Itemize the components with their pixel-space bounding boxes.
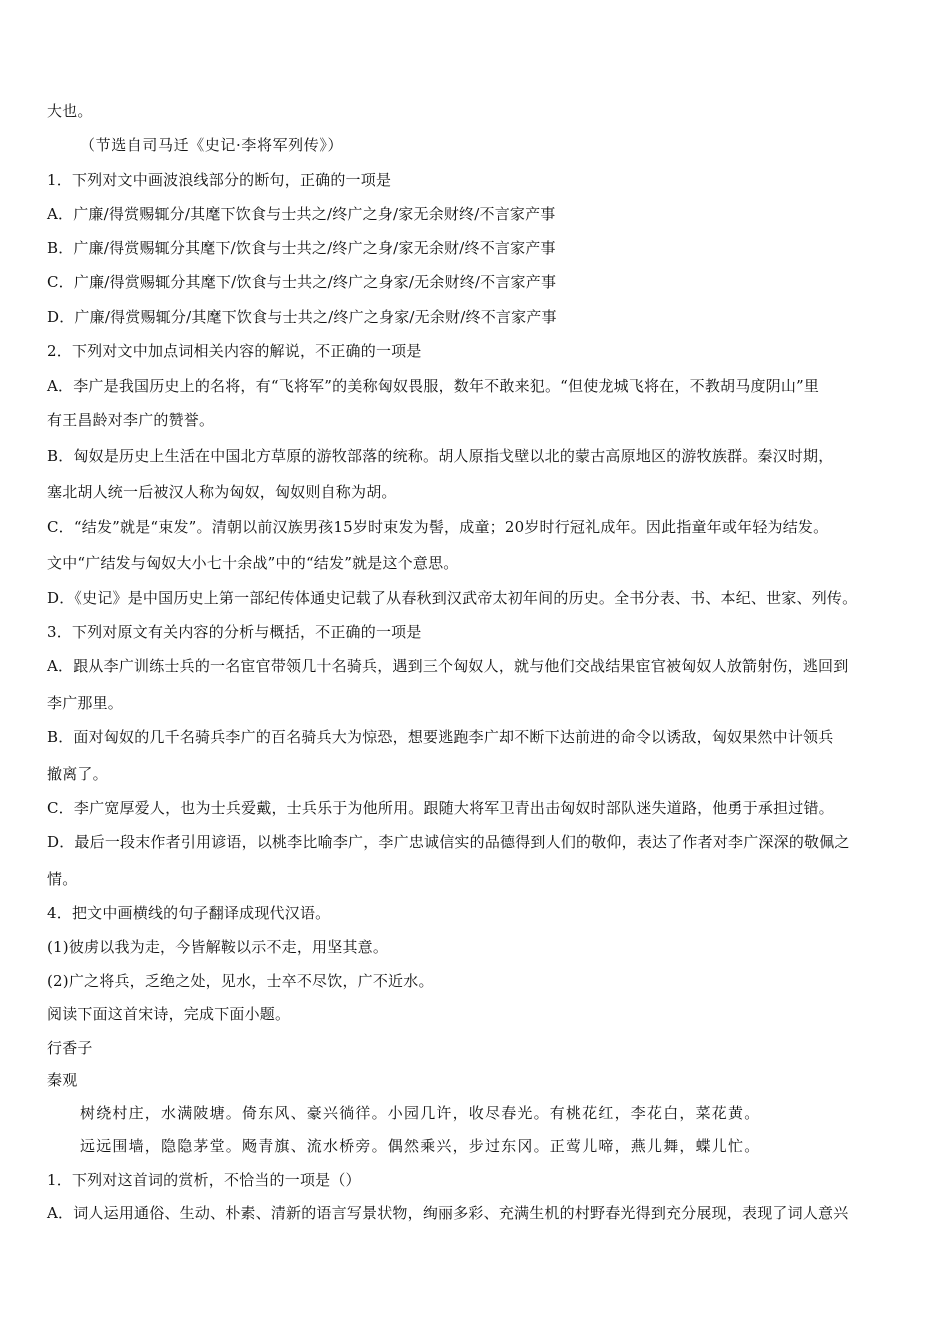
question-2-option-b-cont: 塞北胡人统一后被汉人称为匈奴，匈奴则自称为胡。 [47, 483, 397, 501]
reading-instruction: 阅读下面这首宋诗，完成下面小题。 [47, 1005, 291, 1023]
text-line: 大也。 [47, 102, 93, 120]
poem-author: 秦观 [47, 1071, 78, 1089]
question-2-option-c-cont: 文中“广结发与匈奴大小七十余战”中的“结发”就是这个意思。 [47, 554, 459, 572]
question-1-option-b: B．广廉/得赏赐辄分其麾下/饮食与士共之/终广之身/家无余财/终不言家产事 [47, 239, 556, 257]
question-4-item-1: (1)彼虏以我为走，今皆解鞍以示不走，用坚其意。 [47, 938, 389, 956]
question-1-option-c: C．广廉/得赏赐辄分其麾下/饮食与士共之/终广之身家/无余财终/不言家产事 [47, 273, 557, 291]
poem-stanza-2: 远远围墙，隐隐茅堂。飏青旗、流水桥旁。偶然乘兴，步过东冈。正莺儿啼，燕儿舞，蝶儿忙。 [80, 1137, 761, 1155]
question-2-option-c: C．“结发”就是“束发”。清朝以前汉族男孩15岁时束发为髻，成童；20岁时行冠礼成年。因此指童年或年轻为结发。 [47, 518, 829, 536]
question-4-stem: 4．把文中画横线的句子翻译成现代汉语。 [47, 904, 331, 922]
question-2-option-d: D．《史记》是中国历史上第一部纪传体通史记载了从春秋到汉武帝太初年间的历史。全书分表、书、本纪、世家、列传。 [47, 589, 858, 607]
question-1-option-d: D．广廉/得赏赐辄分/其麾下饮食与士共之/终广之身家/无余财/终不言家产事 [47, 308, 557, 326]
question-2-stem: 2．下列对文中加点词相关内容的解说，不正确的一项是 [47, 342, 422, 360]
question-3-option-a-cont: 李广那里。 [47, 694, 124, 712]
question-3-option-d: D．最后一段末作者引用谚语，以桃李比喻李广，李广忠诚信实的品德得到人们的敬仰，表达了作者对李广深深的敬佩之 [47, 833, 850, 851]
question-3-stem: 3．下列对原文有关内容的分析与概括，不正确的一项是 [47, 623, 422, 641]
question-3-option-a: A．跟从李广训练士兵的一名宦官带领几十名骑兵，遇到三个匈奴人，就与他们交战结果宦官被匈奴人放箭射伤，逃回到 [47, 657, 849, 675]
question-2-option-a-cont: 有王昌龄对李广的赞誉。 [47, 411, 215, 429]
poem-stanza-1: 树绕村庄，水满陂塘。倚东风、豪兴徜徉。小园几许，收尽春光。有桃花红，李花白，菜花黄。 [80, 1104, 761, 1122]
question-3-option-c: C．李广宽厚爱人，也为士兵爱戴，士兵乐于为他所用。跟随大将军卫青出击匈奴时部队迷失道路，他勇于承担过错。 [47, 799, 834, 817]
question-1-stem: 1．下列对文中画波浪线部分的断句，正确的一项是 [47, 171, 392, 189]
source-citation: （节选自司马迁《史记·李将军列传》） [80, 136, 344, 154]
poem-question-1-option-a: A．词人运用通俗、生动、朴素、清新的语言写景状物，绚丽多彩、充满生机的村野春光得到充分展现，表现了词人意兴 [47, 1204, 849, 1222]
question-3-option-d-cont: 情。 [47, 870, 78, 888]
question-4-item-2: (2)广之将兵，乏绝之处，见水，士卒不尽饮，广不近水。 [47, 972, 434, 990]
question-1-option-a: A．广廉/得赏赐辄分/其麾下饮食与士共之/终广之身/家无余财终/不言家产事 [47, 205, 556, 223]
question-2-option-a: A．李广是我国历史上的名将，有“飞将军”的美称匈奴畏服，数年不敢来犯。“但使龙城飞将在，不教胡马度阴山”里 [47, 377, 820, 395]
question-2-option-b: B．匈奴是历史上生活在中国北方草原的游牧部落的统称。胡人原指戈壁以北的蒙古高原地区的游牧族群。秦汉时期， [47, 447, 834, 465]
question-3-option-b: B．面对匈奴的几千名骑兵李广的百名骑兵大为惊恐，想要逃跑李广却不断下达前进的命令以诱敌，匈奴果然中计领兵 [47, 728, 834, 746]
poem-title: 行香子 [47, 1039, 93, 1057]
question-3-option-b-cont: 撤离了。 [47, 765, 108, 783]
poem-question-1-stem: 1．下列对这首词的赏析，不恰当的一项是（） [47, 1171, 361, 1189]
